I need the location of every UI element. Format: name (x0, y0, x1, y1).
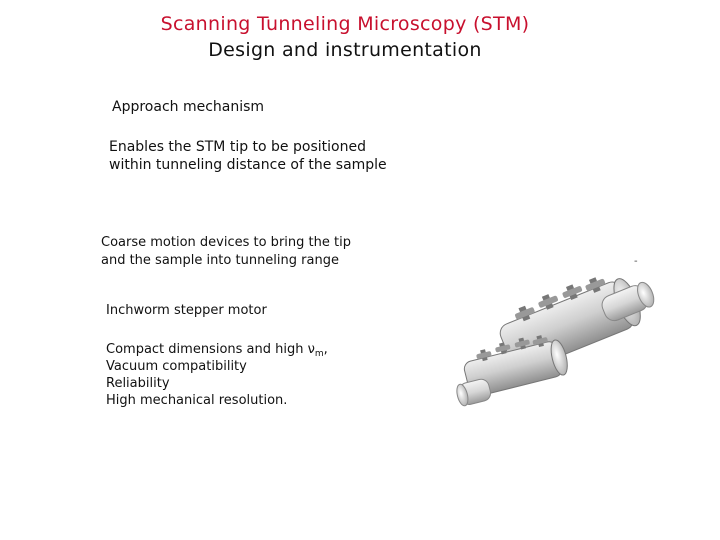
slide-subtitle: Design and instrumentation (208, 39, 482, 61)
coarse-motion-line-2: and the sample into tunneling range (101, 253, 339, 268)
feature-mechanical-resolution: High mechanical resolution. (106, 393, 288, 408)
coarse-motion-line-1: Coarse motion devices to bring the tip (101, 235, 351, 250)
feature-reliability: Reliability (106, 376, 170, 391)
nu-subscript: m (314, 349, 324, 359)
feature-compact-comma: , (323, 342, 328, 357)
inchworm-heading: Inchworm stepper motor (106, 303, 267, 318)
approach-heading: Approach mechanism (112, 99, 265, 115)
nu-symbol: ν (307, 342, 315, 357)
feature-compact-text: Compact dimensions and high (106, 342, 304, 357)
approach-description-line-1: Enables the STM tip to be positioned (109, 139, 366, 155)
inchworm-motor-photo (455, 270, 660, 430)
dash-mark: - (634, 256, 638, 267)
slide-title: Scanning Tunneling Microscopy (STM) (160, 13, 530, 35)
feature-vacuum-compatibility: Vacuum compatibility (106, 359, 247, 374)
approach-description-line-2: within tunneling distance of the sample (109, 157, 387, 173)
